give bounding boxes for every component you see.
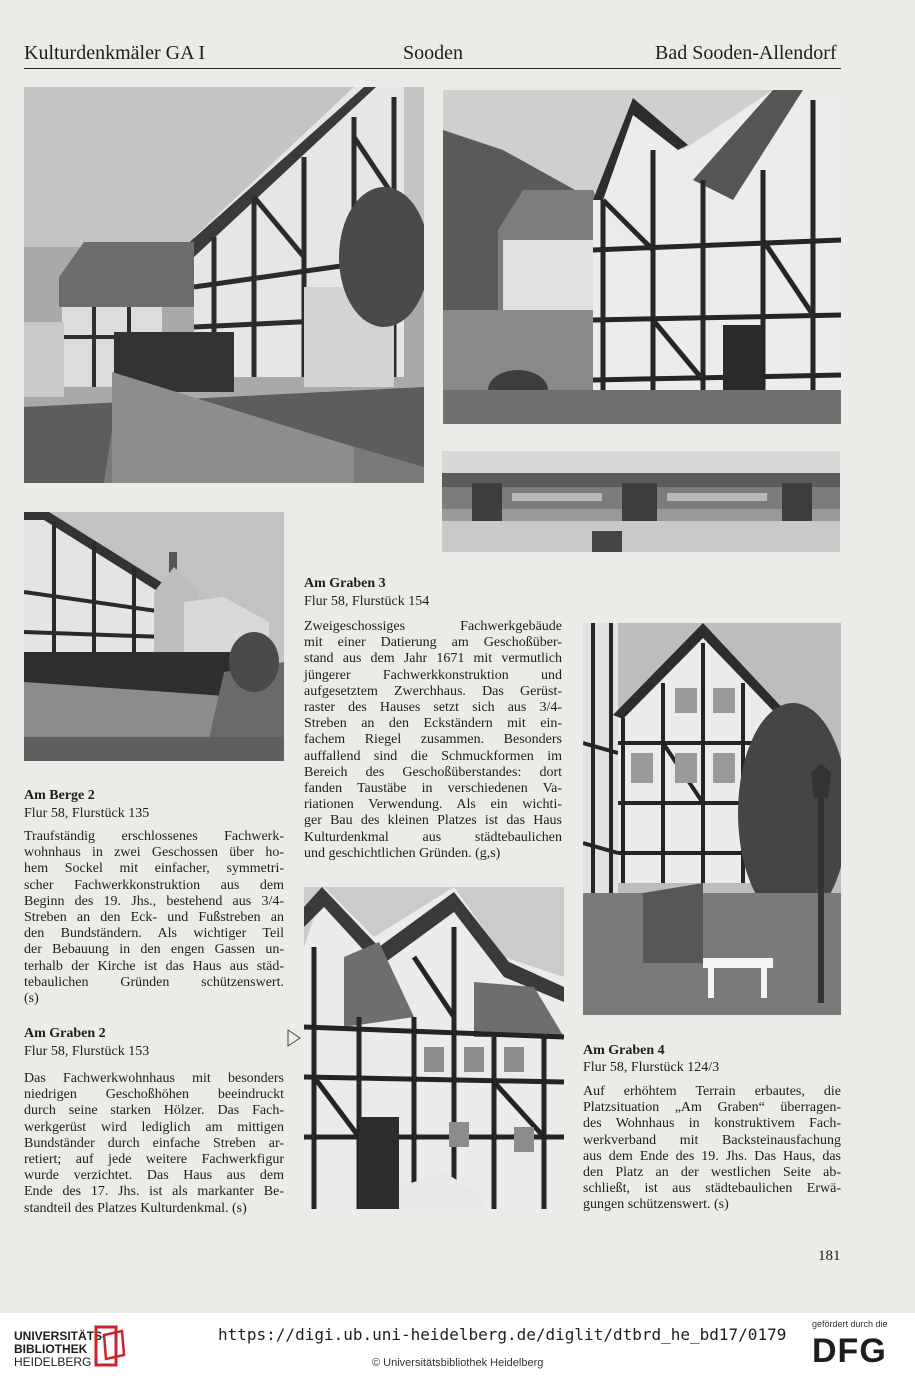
photo-gabled-facade [443, 90, 841, 424]
text-line: Kulturdenkmal aus städtebaulichen [304, 829, 562, 845]
library-seal-icon [94, 1325, 128, 1369]
text-line: hem Sockel mit einfacher, symmetri- [24, 861, 284, 877]
pointer-triangle-icon [287, 1029, 301, 1047]
text-line: wurde verzichtet. Das Haus aus dem [24, 1168, 284, 1184]
dfg-logo: DFG [812, 1332, 887, 1370]
entry-parcel-am-graben-4: Flur 58, Flurstück 124/3 [583, 1060, 720, 1075]
header-rule [24, 68, 841, 69]
library-name-line-1: UNIVERSITÄTS- [14, 1329, 107, 1343]
text-line: Traufständig erschlossenes Fachwerk- [24, 829, 284, 844]
photo-cornice-detail [442, 451, 840, 552]
entry-parcel-am-graben-3: Flur 58, Flurstück 154 [304, 594, 430, 609]
entry-text-am-graben-2 [24, 1071, 284, 1217]
photo-street-view [24, 87, 424, 483]
footer-bar [0, 1313, 915, 1379]
running-header-left: Kulturdenkmäler GA I [24, 42, 206, 64]
text-line: (s) [24, 991, 39, 1007]
text-line: Bundständer durch einfache Streben ar- [24, 1135, 284, 1151]
text-line: raster des Hauses setzt sich aus 3/4- [304, 700, 562, 716]
library-logo-text [14, 1330, 106, 1369]
text-line: scher Fachwerkkonstruktion aus dem [24, 877, 284, 893]
entry-text-am-berge-2 [24, 829, 284, 1007]
text-line: aufgesetztem Zwerchhaus. Das Gerüst- [304, 683, 562, 699]
text-line: fachem Riegel zusammen. Besonders [304, 732, 562, 748]
text-line: und geschichtlichen Gründen. (g,s) [304, 845, 501, 861]
text-line: aus dem Ende des 19. Jhs. Das Haus, das [583, 1148, 841, 1164]
text-line: stand aus dem Jahr 1671 mit vermutlich [304, 651, 562, 667]
entry-title-am-graben-2: Am Graben 2 [24, 1026, 106, 1041]
text-line: Ende des 17. Jhs. ist als markanter Be- [24, 1184, 284, 1200]
text-line: der Bebauung in den engen Gassen un- [24, 942, 284, 958]
text-line: durch seine starken Hölzer. Das Fach- [24, 1103, 284, 1119]
document-url-link[interactable]: https://digi.ub.uni-heidelberg.de/diglit/dtbrd_he_bd17/0179 [218, 1325, 787, 1344]
text-line: Platzsituation „Am Graben“ überragen- [583, 1100, 841, 1116]
text-line: standteil des Platzes Kulturdenkmal. (s) [24, 1200, 247, 1216]
text-line: schließt, ist aus städtebaulichen Erwä- [583, 1181, 841, 1197]
text-line: Bereich des Geschoßüberstandes: dort [304, 764, 562, 780]
entry-text-am-graben-4 [583, 1084, 841, 1214]
text-line: den Platz an der westlichen Seite ab- [583, 1165, 841, 1181]
copyright-notice: © Universitätsbibliothek Heidelberg [372, 1357, 544, 1369]
text-line: ger Bau des kleinen Platzes ist das Haus [304, 813, 562, 829]
entry-text-am-graben-3 [304, 619, 562, 862]
text-line: Auf erhöhtem Terrain erbautes, die [583, 1084, 841, 1099]
text-line: niedrigen Geschoßhöhen beeindruckt [24, 1087, 284, 1103]
text-line: Das Fachwerkwohnhaus mit besonders [24, 1071, 284, 1086]
photo-lane-church [24, 512, 284, 761]
page-number: 181 [818, 1248, 841, 1264]
entry-parcel-am-berge-2: Flur 58, Flurstück 135 [24, 806, 150, 821]
running-header-center: Sooden [403, 42, 463, 64]
text-line: tebaulichen Gründen schützenswert. [24, 974, 284, 990]
funding-caption: gefördert durch die [812, 1319, 888, 1329]
text-line: fanden Taustäbe in verschiedenen Va- [304, 781, 562, 797]
library-name-line-3: HEIDELBERG [14, 1355, 92, 1369]
text-line: den Bundständern. Als wichtiger Teil [24, 926, 284, 942]
text-line: werkverband mit Backsteinausfachung [583, 1132, 841, 1148]
text-line: werkgerüst wird lediglich am mittigen [24, 1119, 284, 1135]
text-line: Streben an den Eckständern mit ein- [304, 716, 562, 732]
entry-title-am-graben-3: Am Graben 3 [304, 576, 386, 591]
text-line: retiert; auf jede weitere Fachwerkfigur [24, 1152, 284, 1168]
text-line: terhalb der Kirche ist das Haus aus städ- [24, 958, 284, 974]
photo-square-bench [583, 623, 841, 1015]
entry-title-am-graben-4: Am Graben 4 [583, 1043, 665, 1058]
text-line: gungen schützenswert. (s) [583, 1197, 729, 1213]
entry-title-am-berge-2: Am Berge 2 [24, 788, 95, 803]
text-line: auffallend sind die Schmuckformen im [304, 748, 562, 764]
library-name-line-2: BIBLIOTHEK [14, 1342, 88, 1356]
text-line: Streben an den Eck- und Fußstreben an [24, 910, 284, 926]
photo-lower-facade [304, 887, 564, 1209]
text-line: jüngerer Fachwerkkonstruktion und [304, 667, 562, 683]
text-line: Beginn des 19. Jhs., bestehend aus 3/4- [24, 893, 284, 909]
text-line: mit einer Datierung am Geschoßüber- [304, 635, 562, 651]
running-header-right: Bad Sooden-Allendorf [655, 42, 837, 64]
text-line: des Wohnhaus in konstruktivem Fach- [583, 1116, 841, 1132]
entry-parcel-am-graben-2: Flur 58, Flurstück 153 [24, 1044, 150, 1059]
text-line: riationen Verwendung. Als ein wichti- [304, 797, 562, 813]
text-line: Zweigeschossiges Fachwerkgebäude [304, 619, 562, 634]
text-line: wohnhaus in zwei Geschossen über ho- [24, 845, 284, 861]
